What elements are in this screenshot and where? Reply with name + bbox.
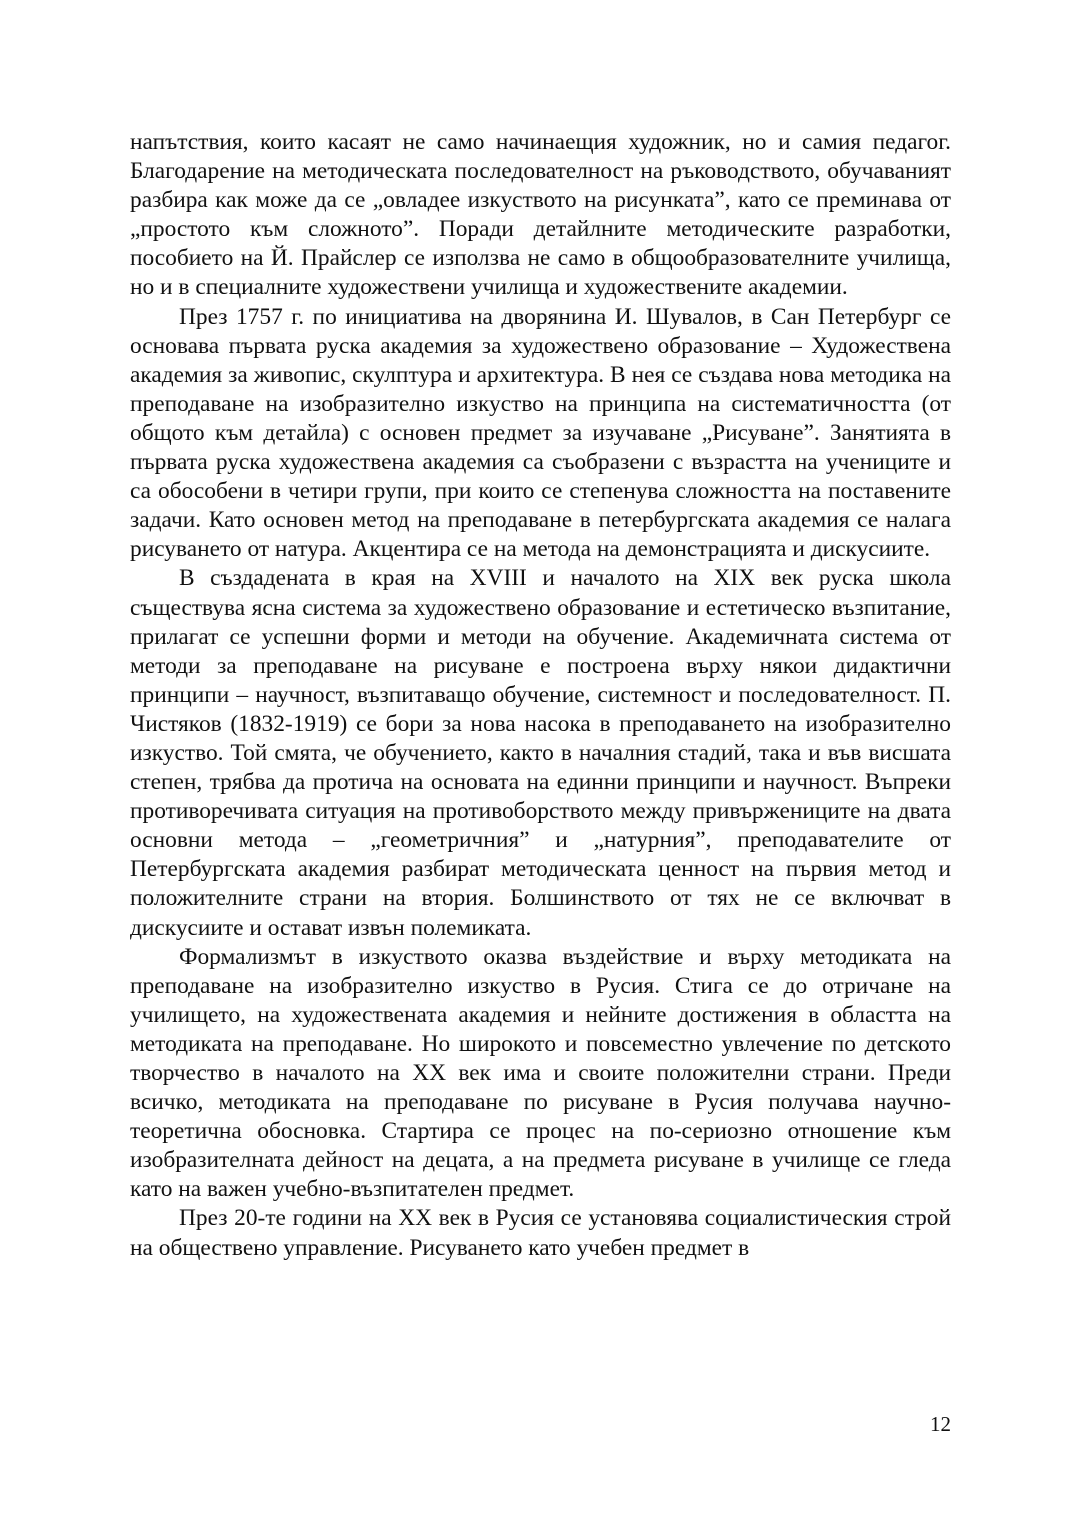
page-text-block [130, 128, 951, 1263]
paragraph-3: В създадената в края на XVIII и началото на XIX век руска школа съществува ясна система за художествено образование и естетическо възпитание, прилагат се успешни форми и методи на обучение. Академичната система от методи за преподаване на рисуване е построена върху някои дидактични принципи – научност, възпитаващо обучение, системност и последователност. П. Чистяков (1832-1919) се бори за нова насока в преподаването на изобразително изкуство. Той смята, че обучението, както в началния стадий, така и във висшата степен, трябва да протича на основата на единни принципи и научност. Въпреки противоречивата ситуация на противоборството между привържениците на двата основни метода – „геометричния” и „натурния”, преподавателите от Петербургската академия разбират методическата ценност на първия метод и положителните страни на втория. Болшинството от тях не се включват в дискусиите и остават извън полемиката. [130, 565, 951, 941]
page-number: 12 [930, 1412, 951, 1436]
paragraph-5: През 20-те години на XX век в Русия се установява социалистическия строй на обществено управление. Рисуването като учебен предмет в [130, 1205, 951, 1261]
paragraph-1: напътствия, които касаят не само начинаещия художник, но и самия педагог. Благодарение на методическата последователност на ръководството, обучаваният разбира как може да се „овладее изкуството на рисунката”, като се преминава от „простото към сложното”. Поради детайлните методическите разработки, пособието на Й. Прайслер се използва не само в общообразователните училища, но и в специалните художествени училища и художествените академии. [130, 129, 951, 301]
paragraph-4: Формализмът в изкуството оказва въздействие и върху методиката на преподаване на изобразително изкуство в Русия. Стига се до отричане на училището, на художествената академия и нейните достижения в областта на методиката на преподаване. Но широкото и повсеместно увлечение по детското творчество в началото на XX век има и своите положителни страни. Преди всичко, методиката на преподаване по рисуване в Русия получава научно-теоретична обосновка. Стартира се процес на по-сериозно отношение към изобразителната дейност на децата, а на предмета рисуване в училище се гледа като на важен учебно-възпитателен предмет. [130, 943, 951, 1203]
paragraph-2: През 1757 г. по инициатива на дворянина И. Шувалов, в Сан Петербург се основава първата руска академия за художествено образование – Художествена академия за живопис, скулптура и архитектура. В нея се създава нова методика на преподаване на изобразително изкуство на принципа на систематичността (от общото към детайла) с основен предмет за изучаване „Рисуване”. Занятията в първата руска художествена академия са съобразени с възрастта на учениците и са обособени в четири групи, при които се степенува сложността на поставените задачи. Като основен метод на преподаване в петербургската академия се налага рисуването от натура. Акцентира се на метода на демонстрацията и дискусиите. [130, 303, 951, 563]
